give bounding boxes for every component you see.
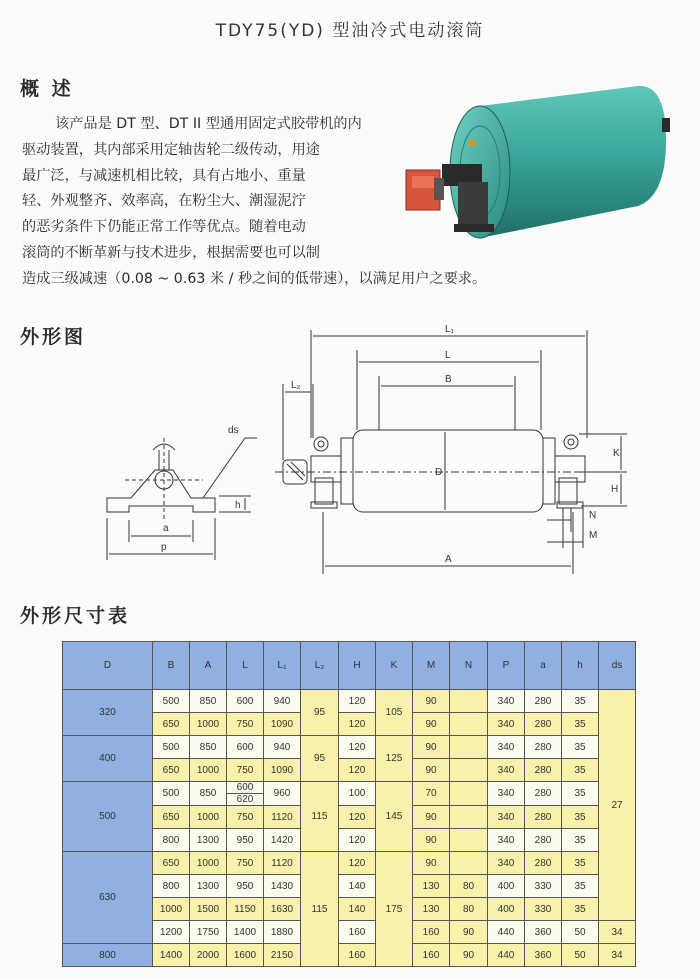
cell: 120 — [339, 806, 376, 829]
cell: 960 — [264, 782, 301, 806]
label-d: D — [435, 467, 443, 478]
cell: 90 — [413, 759, 450, 782]
cell: 360 — [525, 944, 562, 967]
cell-l-bottom: 620 — [236, 794, 254, 805]
cell: 35 — [562, 759, 599, 782]
cell: 160 — [413, 944, 450, 967]
col-header: K — [376, 642, 413, 690]
cell: 90 — [413, 806, 450, 829]
cell-l-split — [227, 782, 264, 806]
table-row — [63, 944, 636, 967]
cell: 90 — [450, 944, 488, 967]
label-k: K — [613, 448, 620, 459]
cell: 1430 — [264, 875, 301, 898]
cell: 90 — [413, 690, 450, 713]
section-heading-overview: 概 述 — [20, 78, 74, 100]
col-header: L₂ — [301, 642, 339, 690]
cell: 340 — [488, 829, 525, 852]
cell — [450, 713, 488, 736]
table-row — [63, 690, 636, 713]
label-b: B — [445, 374, 452, 385]
overview-line: 造成三级减速（0.08 ~ 0.63 米 / 秒之间的低带速），以满足用户之要求。 — [22, 271, 487, 287]
cell-ds: 34 — [599, 944, 636, 967]
cell: 440 — [488, 921, 525, 944]
cell: 650 — [153, 713, 190, 736]
table-header-row — [63, 642, 636, 690]
cell: 1600 — [227, 944, 264, 967]
cell: 120 — [339, 736, 376, 759]
cell: 940 — [264, 736, 301, 759]
cell: 1300 — [190, 829, 227, 852]
cell: 500 — [153, 782, 190, 806]
col-header: L — [227, 642, 264, 690]
cell: 1300 — [190, 875, 227, 898]
cell: 35 — [562, 852, 599, 875]
table-row — [63, 736, 636, 759]
cell: 35 — [562, 736, 599, 759]
label-l1: L₁ — [445, 324, 454, 335]
cell-d: 800 — [63, 944, 153, 967]
cell-k: 125 — [376, 736, 413, 782]
col-header: A — [190, 642, 227, 690]
cell: 340 — [488, 852, 525, 875]
cell: 1750 — [190, 921, 227, 944]
overview-line: 的恶劣条件下仍能正常工作等优点。随着电动 — [22, 219, 306, 235]
col-header: ds — [599, 642, 636, 690]
cell: 750 — [227, 806, 264, 829]
cell: 70 — [413, 782, 450, 806]
product-photo — [398, 78, 688, 250]
cell: 400 — [488, 875, 525, 898]
cell: 2000 — [190, 944, 227, 967]
cell: 140 — [339, 898, 376, 921]
cell: 280 — [525, 736, 562, 759]
cell: 130 — [413, 898, 450, 921]
cell: 35 — [562, 829, 599, 852]
cell: 35 — [562, 898, 599, 921]
cell: 160 — [413, 921, 450, 944]
col-header: a — [525, 642, 562, 690]
cell: 120 — [339, 690, 376, 713]
cell: 280 — [525, 806, 562, 829]
cell: 100 — [339, 782, 376, 806]
col-header: H — [339, 642, 376, 690]
section-heading-outline: 外形图 — [20, 326, 87, 348]
cell-l2: 95 — [301, 690, 339, 736]
cell: 1420 — [264, 829, 301, 852]
overview-line: 最广泛，与减速机相比较，具有占地小、重量 — [22, 168, 306, 184]
cell: 120 — [339, 759, 376, 782]
cell-k: 105 — [376, 690, 413, 736]
cell: 280 — [525, 829, 562, 852]
dimension-table — [62, 641, 636, 967]
cell: 35 — [562, 690, 599, 713]
cell: 1120 — [264, 806, 301, 829]
cell: 1000 — [190, 713, 227, 736]
col-header: M — [413, 642, 450, 690]
cell: 950 — [227, 875, 264, 898]
cell-d: 320 — [63, 690, 153, 736]
page-title: TDY75(YD) 型油冷式电动滚筒 — [215, 21, 485, 41]
cell: 50 — [562, 944, 599, 967]
cell: 1090 — [264, 713, 301, 736]
cell: 950 — [227, 829, 264, 852]
cell-k: 175 — [376, 852, 413, 967]
label-ds: ds — [228, 425, 239, 436]
overview-line: 轻、外观整齐、效率高，在粉尘大、潮湿泥泞 — [22, 193, 306, 209]
cell: 340 — [488, 690, 525, 713]
cell: 1400 — [227, 921, 264, 944]
cell: 340 — [488, 782, 525, 806]
outline-drawing — [95, 320, 685, 580]
cell: 850 — [190, 736, 227, 759]
cell: 1120 — [264, 852, 301, 875]
cell: 1880 — [264, 921, 301, 944]
cell: 600 — [227, 736, 264, 759]
cell — [450, 806, 488, 829]
cell: 90 — [413, 736, 450, 759]
cell-d: 500 — [63, 782, 153, 852]
cell-l2: 115 — [301, 852, 339, 967]
cell-l-top: 600 — [227, 782, 263, 794]
cell-l2: 95 — [301, 736, 339, 782]
cell: 1000 — [153, 898, 190, 921]
cell: 50 — [562, 921, 599, 944]
cell: 1630 — [264, 898, 301, 921]
cell: 1400 — [153, 944, 190, 967]
cell: 2150 — [264, 944, 301, 967]
col-header: N — [450, 642, 488, 690]
cell: 35 — [562, 713, 599, 736]
cell: 500 — [153, 690, 190, 713]
cell: 340 — [488, 713, 525, 736]
cell: 340 — [488, 759, 525, 782]
cell: 650 — [153, 759, 190, 782]
cell: 750 — [227, 713, 264, 736]
cell: 750 — [227, 759, 264, 782]
cell: 1000 — [190, 806, 227, 829]
cell: 120 — [339, 852, 376, 875]
cell: 280 — [525, 690, 562, 713]
cell — [450, 852, 488, 875]
cell: 280 — [525, 782, 562, 806]
label-n: N — [589, 510, 597, 521]
cell: 650 — [153, 806, 190, 829]
label-h2: H — [611, 484, 619, 495]
cell: 90 — [413, 713, 450, 736]
cell — [450, 690, 488, 713]
cell — [450, 736, 488, 759]
cell: 160 — [339, 944, 376, 967]
col-header: h — [562, 642, 599, 690]
label-h: h — [235, 500, 241, 511]
cell-ds: 27 — [599, 690, 636, 921]
cell: 80 — [450, 898, 488, 921]
cell: 90 — [413, 829, 450, 852]
cell: 120 — [339, 713, 376, 736]
overview-line: 滚筒的不断革新与技术进步，根据需要也可以制 — [22, 245, 320, 261]
col-header: P — [488, 642, 525, 690]
table-row — [63, 852, 636, 875]
cell: 650 — [153, 852, 190, 875]
cell: 800 — [153, 829, 190, 852]
cell — [450, 829, 488, 852]
label-m: M — [589, 530, 598, 541]
cell: 1000 — [190, 852, 227, 875]
table-row — [63, 782, 636, 806]
cell: 1000 — [190, 759, 227, 782]
cell: 80 — [450, 875, 488, 898]
cell: 35 — [562, 806, 599, 829]
cell: 330 — [525, 898, 562, 921]
cell: 1200 — [153, 921, 190, 944]
cell-k: 145 — [376, 782, 413, 852]
label-l2: L₂ — [291, 380, 301, 391]
cell: 1090 — [264, 759, 301, 782]
cell: 1150 — [227, 898, 264, 921]
bearing-seat-side-view — [107, 438, 215, 520]
overview-line: 该产品是 DT 型、DT II 型通用固定式胶带机的内 — [55, 116, 362, 132]
cell: 340 — [488, 736, 525, 759]
cell: 120 — [339, 829, 376, 852]
cell: 280 — [525, 759, 562, 782]
section-heading-dim-table: 外形尺寸表 — [20, 605, 131, 627]
cell: 35 — [562, 875, 599, 898]
cell: 35 — [562, 782, 599, 806]
cell: 160 — [339, 921, 376, 944]
col-header: B — [153, 642, 190, 690]
cell: 400 — [488, 898, 525, 921]
col-header: D — [63, 642, 153, 690]
cell: 850 — [190, 690, 227, 713]
cell: 940 — [264, 690, 301, 713]
cell: 130 — [413, 875, 450, 898]
cell: 750 — [227, 852, 264, 875]
label-p: p — [161, 542, 167, 553]
label-l: L — [445, 350, 451, 361]
cell: 280 — [525, 713, 562, 736]
cell: 850 — [190, 782, 227, 806]
label-a: a — [163, 523, 169, 534]
cell: 360 — [525, 921, 562, 944]
col-header: L₁ — [264, 642, 301, 690]
label-a2: A — [445, 554, 452, 565]
cell: 280 — [525, 852, 562, 875]
cell: 440 — [488, 944, 525, 967]
cell — [450, 759, 488, 782]
cell-d: 400 — [63, 736, 153, 782]
cell-d: 630 — [63, 852, 153, 944]
cell: 1500 — [190, 898, 227, 921]
cell: 330 — [525, 875, 562, 898]
cell-l2: 115 — [301, 782, 339, 852]
cell: 90 — [413, 852, 450, 875]
cell: 800 — [153, 875, 190, 898]
cell: 500 — [153, 736, 190, 759]
cell: 340 — [488, 806, 525, 829]
overview-line: 驱动装置，其内部采用定轴齿轮二级传动，用途 — [22, 142, 320, 158]
cell: 140 — [339, 875, 376, 898]
cell: 90 — [450, 921, 488, 944]
cell — [450, 782, 488, 806]
cell-ds: 34 — [599, 921, 636, 944]
cell: 600 — [227, 690, 264, 713]
